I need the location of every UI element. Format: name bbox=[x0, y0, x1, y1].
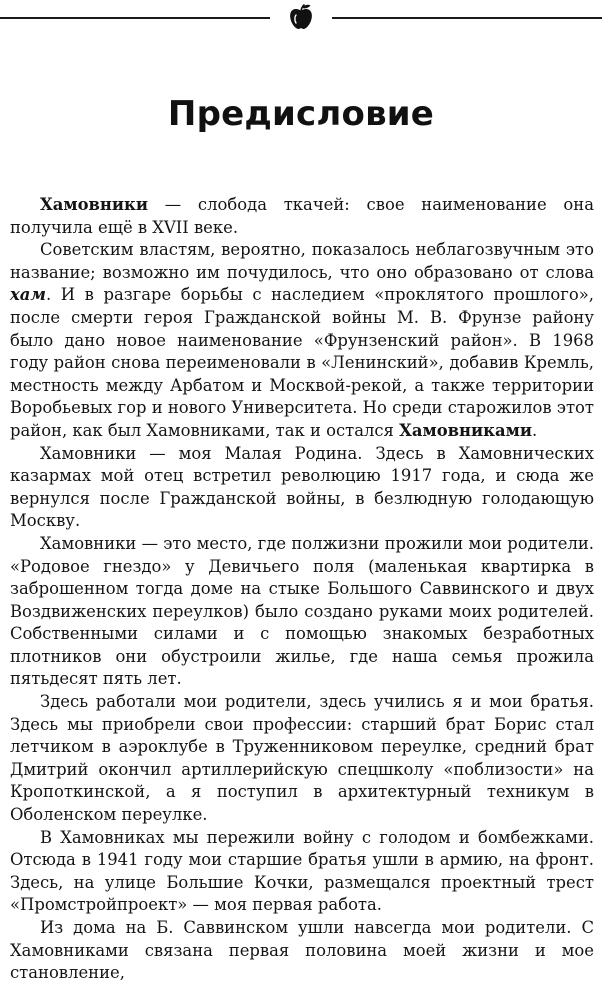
paragraph: Хамовники — моя Малая Родина. Здесь в Хамовнических казармах мой отец встретил революцию 1917 года, и сюда же вернулся после Гражданской войны, в безлюдную голодающую Москву. bbox=[10, 443, 594, 531]
paragraph: Хамовники — это место, где полжизни прожили мои родители. «Родовое гнездо» у Девичьего поля (маленькая квартирка в заброшенном тогда доме на стыке Большого Саввинского и двух Воздвиженских переулков) было создано руками моих родителей. Собственными силами и с помощью знакомых безработных плотников они обустроили жилье, где наша семья прожила пятьдесят пять лет. bbox=[10, 533, 594, 689]
paragraph-text: . bbox=[532, 420, 538, 440]
term-bold-italic bbox=[10, 285, 46, 304]
page-title: Предисловие bbox=[167, 94, 435, 134]
paragraph-text: Советским властям, вероятно, показалось неблагозвучным это название; возможно им почудилось, что оно образовано от слова bbox=[10, 240, 594, 282]
term-bold: Хамовниками bbox=[399, 420, 533, 440]
header-rule-left bbox=[0, 17, 270, 19]
header-ornament bbox=[0, 0, 602, 36]
paragraph: Из дома на Б. Саввинском ушли навсегда мои родители. С Хамовниками связана первая половина моей жизни и мое становление, bbox=[10, 918, 594, 983]
paragraph-text: — слобода ткачей: свое наименование она получила ещё в XVII веке. bbox=[10, 195, 594, 237]
header-rule-right bbox=[332, 17, 602, 19]
paragraph: Здесь работали мои родители, здесь учились я и мои братья. Здесь мы приобрели свои профессии: старший брат Борис стал летчиком в аэроклубе в Труженниковом переулке, средний брат Дмитрий окончил артиллерийскую спецшколу «поблизости» на Кропоткинской, а я поступил в архитектурный техникум в Оболенском переулке. bbox=[10, 692, 594, 825]
paragraph: В Хамовниках мы пережили войну с голодом и бомбежками. Отсюда в 1941 году мои старшие братья ушли в армию, на фронт. Здесь, на улице Большие Кочки, размещался проектный трест «Промстройпроект» — моя первая работа. bbox=[10, 827, 594, 915]
paragraph bbox=[10, 194, 594, 239]
paragraph bbox=[10, 239, 594, 442]
term-italic: хам bbox=[10, 285, 46, 305]
paragraph-text: . И в разгаре борьбы с наследием «проклятого прошлого», после смерти героя Гражданской войны М. В. Фрунзе району было дано новое наименование «Фрунзенский район». В 1968 году район снова переименовали в «Ленинский», добавив Кремль, местность между Арбатом и Москвой-рекой, а также территории Воробьевых гор и нового Университета. Но среди старожилов этот район, как был Хамовниками, так и остался bbox=[10, 285, 594, 440]
term-bold: Хамовники bbox=[40, 195, 149, 214]
apple-icon bbox=[285, 2, 317, 34]
body-text bbox=[10, 194, 594, 985]
